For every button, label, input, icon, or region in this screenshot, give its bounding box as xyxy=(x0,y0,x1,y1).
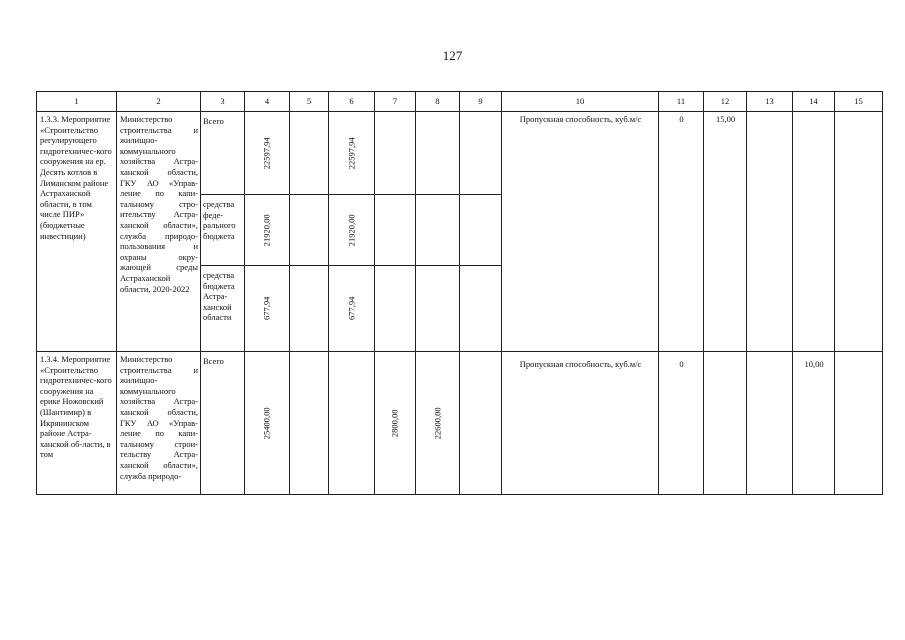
col-header: 6 xyxy=(329,92,375,112)
executor-cell: Министерство строительства и жилищно-коммунального хозяйства Астра-ханской области, ГКУ АО «Управ-ление по капи-тальному стро-ительству Астра-ханской области», служба природо-пользования и охраны окру-жающей среды Астраханской области, 2020-2022 xyxy=(117,112,201,352)
col-header: 4 xyxy=(245,92,290,112)
col-header: 10 xyxy=(502,92,659,112)
budget-table xyxy=(36,91,883,495)
value-cell: 677,94 xyxy=(346,296,357,321)
value-cell xyxy=(835,112,883,352)
value-cell: 2800,00 xyxy=(389,409,400,437)
value-cell xyxy=(460,352,502,495)
value-cell xyxy=(460,195,502,266)
col-header: 14 xyxy=(793,92,835,112)
col-header: 7 xyxy=(375,92,416,112)
value-cell: 21920,00 xyxy=(346,214,357,246)
value-cell: 22600,00 xyxy=(432,407,443,439)
value-cell xyxy=(793,112,835,352)
value-cell: 10,00 xyxy=(793,352,835,495)
source-cell: средства феде-рального бюджета xyxy=(201,195,245,266)
value-cell xyxy=(704,352,747,495)
value-cell: 0 xyxy=(659,112,704,352)
header-row xyxy=(37,92,883,112)
page-number: 127 xyxy=(442,48,463,63)
value-cell: 25400,00 xyxy=(261,407,272,439)
value-cell: 22597,94 xyxy=(346,137,357,169)
col-header: 8 xyxy=(416,92,460,112)
value-cell: 0 xyxy=(659,352,704,495)
table-row xyxy=(37,352,883,495)
executor-cell: Министерство строительства и жилищно-коммунального хозяйства Астра-ханской области, ГКУ АО «Управ-ление по капи-тальному строи-тельству Астра-ханской области», служба природо- xyxy=(117,352,201,495)
value-cell: 15,00 xyxy=(704,112,747,352)
col-header: 5 xyxy=(290,92,329,112)
table-row xyxy=(37,112,883,195)
value-cell xyxy=(460,112,502,195)
value-cell: 22597,94 xyxy=(261,137,272,169)
col-header: 3 xyxy=(201,92,245,112)
value-cell xyxy=(747,352,793,495)
col-header: 15 xyxy=(835,92,883,112)
indicator-cell: Пропускная способность, куб.м/с xyxy=(502,352,659,495)
measure-cell: 1.3.3. Мероприятие «Строительство регулирующего гидротехничес-кого сооружения на ер. Десять котлов в Лиманском районе Астраханской области, в том числе ПИР» (бюджетные инвестиции) xyxy=(37,112,117,352)
value-cell xyxy=(460,266,502,352)
value-cell: 677,94 xyxy=(261,296,272,321)
col-header: 2 xyxy=(117,92,201,112)
source-cell: Всего xyxy=(201,112,245,195)
value-cell xyxy=(835,352,883,495)
col-header: 12 xyxy=(704,92,747,112)
value-cell: 21920,00 xyxy=(261,214,272,246)
source-cell: Всего xyxy=(201,352,245,495)
col-header: 11 xyxy=(659,92,704,112)
source-cell: средства бюджета Астра-ханской области xyxy=(201,266,245,352)
measure-cell: 1.3.4. Мероприятие «Строительство гидротехничес-кого сооружения на ерике Ножовский (Шантимир) в Икрянинском районе Астра-ханской об-ласти, в том xyxy=(37,352,117,495)
value-cell xyxy=(747,112,793,352)
col-header: 9 xyxy=(460,92,502,112)
indicator-cell: Пропускная способность, куб.м/с xyxy=(502,112,659,352)
col-header: 1 xyxy=(37,92,117,112)
col-header: 13 xyxy=(747,92,793,112)
